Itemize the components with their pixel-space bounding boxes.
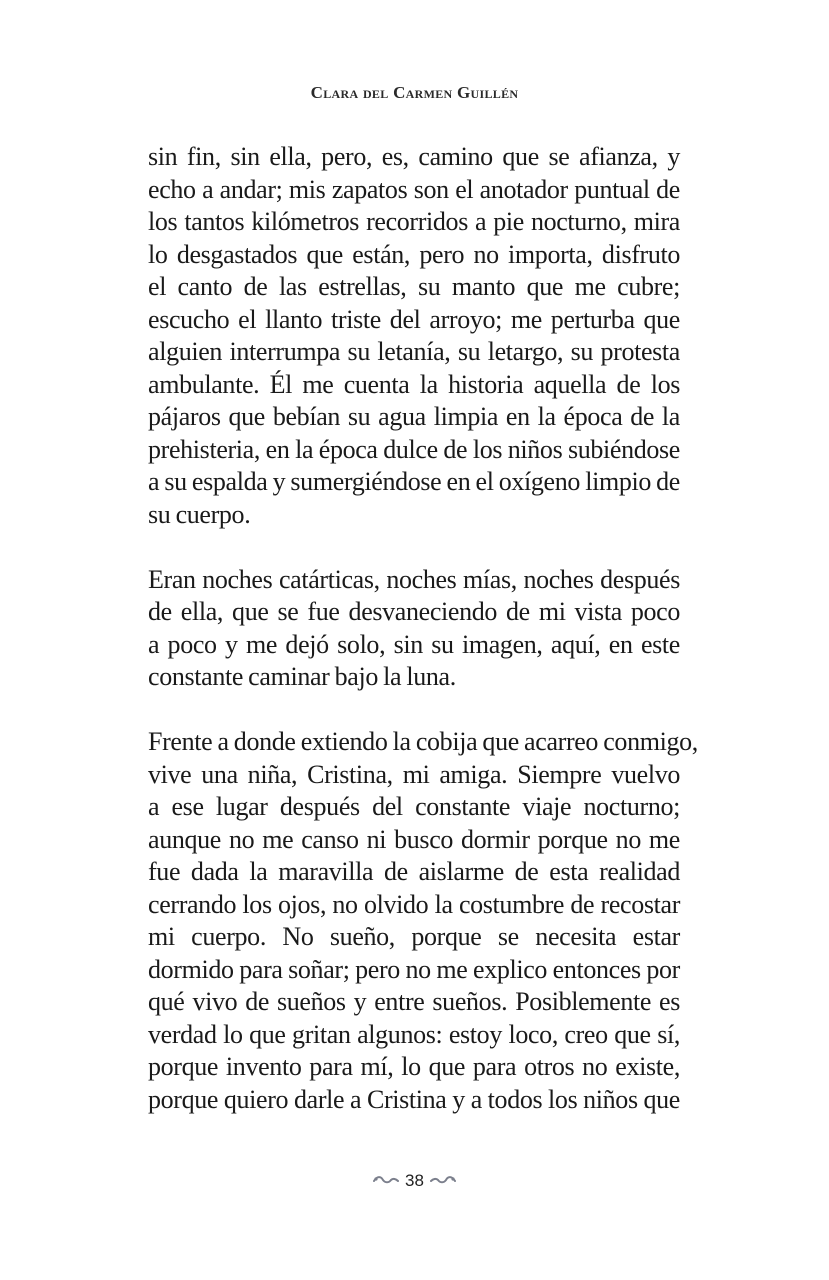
text-line: qué vivo de sueños y entre sueños. Posiblemente es [148, 987, 680, 1016]
running-head: Clara del Carmen Guillén [310, 83, 519, 102]
text-line: a su espalda y sumergiéndose en el oxígeno limpio de [148, 467, 680, 496]
text-line: ambulante. Él me cuenta la historia aquella de los [148, 369, 680, 399]
right-flourish-icon [430, 1171, 456, 1191]
text-line: pájaros que bebían su agua limpia en la época de la [148, 402, 680, 431]
text-line: el canto de las estrellas, su manto que me cubre; [148, 272, 680, 301]
text-line: vive una niña, Cristina, mi amiga. Siempre vuelvo [148, 759, 680, 789]
paragraph [148, 726, 698, 1116]
text-line: los tantos kilómetros recorridos a pie nocturno, mira [148, 207, 680, 236]
text-line: mi cuerpo. No sueño, porque se necesita estar [148, 922, 680, 951]
text-line: a ese lugar después del constante viaje nocturno; [148, 792, 680, 821]
paragraph [148, 141, 680, 531]
text-line: Eran noches catárticas, noches mías, noches después [148, 564, 680, 594]
page-footer [0, 1170, 829, 1191]
text-line: cerrando los ojos, no olvido la costumbre de recostar [148, 889, 680, 919]
text-line: aunque no me canso ni busco dormir porque no me [148, 824, 680, 854]
text-line: escucho el llanto triste del arroyo; me perturba que [148, 304, 680, 334]
text-line: fue dada la maravilla de aislarme de esta realidad [148, 857, 680, 886]
text-line: a poco y me dejó solo, sin su imagen, aquí, en este [148, 629, 680, 659]
text-line: verdad lo que gritan algunos: estoy loco, creo que sí, [148, 1019, 680, 1049]
paragraph [148, 564, 680, 694]
body-text [148, 141, 698, 1116]
paragraph-gap [148, 531, 680, 564]
text-line: constante caminar bajo la luna. [148, 662, 456, 691]
text-line: porque quiero darle a Cristina y a todos los niños que [148, 1084, 680, 1114]
text-line: sin fin, sin ella, pero, es, camino que se afianza, y [148, 142, 680, 171]
text-line: de ella, que se fue desvaneciendo de mi vista poco [148, 597, 680, 626]
left-flourish-icon [373, 1171, 399, 1191]
text-line: porque invento para mí, lo que para otros no existe, [148, 1052, 680, 1081]
text-line: prehisteria, en la época dulce de los niños subiéndose [148, 434, 680, 464]
text-line: echo a andar; mis zapatos son el anotador puntual de [148, 174, 680, 204]
text-line: dormido para soñar; pero no me explico entonces por [148, 954, 680, 984]
text-line: su cuerpo. [148, 499, 251, 529]
text-line: alguien interrumpa su letanía, su letargo, su protesta [148, 337, 680, 366]
paragraph-gap [148, 694, 680, 727]
text-line: Frente a donde extiendo la cobija que acarreo conmigo, [148, 727, 698, 756]
page-number: 38 [405, 1170, 424, 1190]
text-line: lo desgastados que están, pero no importa, disfruto [148, 239, 680, 269]
